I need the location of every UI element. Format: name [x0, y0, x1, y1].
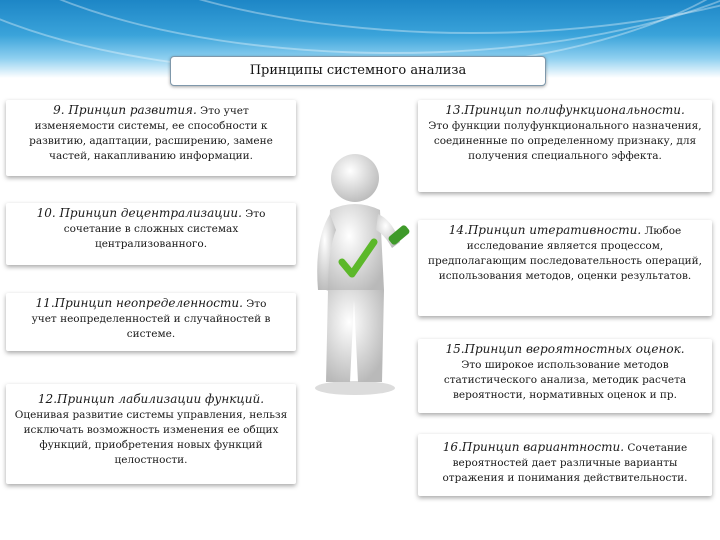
principle-heading: 9. Принцип развития. [53, 103, 197, 117]
principle-body: Это функции полуфункционального назначения, соединенные по определенному признаку, для получения специального эффекта. [428, 120, 702, 162]
principle-card-12 [6, 384, 296, 484]
principle-heading: 12.Принцип лабилизации функций. [37, 392, 265, 406]
figure-torso [326, 204, 384, 295]
principle-lead: Это [246, 298, 267, 310]
principle-body: изменяемости системы, ее способности к развитию, адаптации, расширению, замене частей, накапливанию информации. [29, 120, 273, 162]
principle-body: сочетание в сложных системах централизованного. [63, 223, 239, 250]
principle-card-13 [418, 100, 712, 192]
principle-body: вероятностей дает различные варианты отражения и понимания действительности. [442, 457, 688, 484]
principle-body: исследование является процессом, предполагающим последовательность операций, использования методов, оценки результатов. [428, 240, 702, 282]
principle-card-9 [6, 100, 296, 176]
principle-body: учет неопределенностей и случайностей в системе. [31, 313, 271, 340]
principle-heading: 13.Принцип полифункциональности. [445, 103, 685, 117]
principle-card-11 [6, 293, 296, 351]
principle-heading: 16.Принцип вариантности. [442, 440, 625, 454]
principle-lead: Это учет [200, 105, 249, 117]
principle-lead: Любое [644, 225, 682, 237]
slide-title: Принципы системного анализа [170, 56, 546, 86]
principle-heading: 11.Принцип неопределенности. [35, 296, 243, 310]
principle-heading: 15.Принцип вероятностных оценок. [445, 342, 685, 356]
principle-card-14 [418, 220, 712, 316]
principle-lead: Сочетание [627, 442, 688, 454]
figure-legs [326, 290, 384, 382]
principle-body: Это широкое использование методов статистического анализа, методик расчета вероятности, нормативных оценок и пр. [443, 359, 687, 401]
principle-card-10 [6, 203, 296, 265]
principle-lead: Это [245, 208, 266, 220]
principle-card-15 [418, 339, 712, 413]
principle-heading: 14.Принцип итеративности. [448, 223, 642, 237]
principle-body: Оценивая развитие системы управления, нельзя исключать возможность изменения ее общих функций, приобретения новых функций целостности. [14, 409, 288, 466]
person-with-checkmark-illustration [300, 150, 420, 400]
principle-card-16 [418, 434, 712, 496]
figure-head [331, 154, 379, 202]
figure-shadow [315, 381, 395, 395]
principle-heading: 10. Принцип децентрализации. [36, 206, 242, 220]
